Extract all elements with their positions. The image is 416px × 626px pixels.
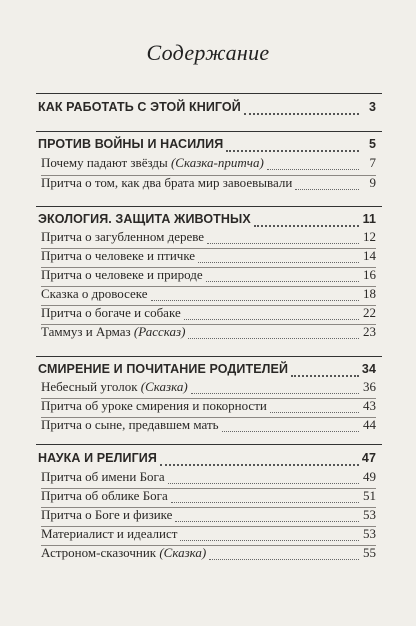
page-number: 12 (363, 229, 376, 244)
toc-entry[interactable] (41, 469, 376, 489)
section-rule (36, 93, 382, 94)
dot-leader (295, 189, 359, 190)
page-number: 18 (363, 286, 376, 301)
entry-title: Притча о том, как два брата мир завоевывали (41, 175, 293, 190)
dot-leader (175, 521, 359, 522)
page-number: 49 (363, 469, 376, 484)
dot-leader (207, 243, 359, 244)
entry-title: Притча об уроке смирения и покорности (41, 398, 267, 413)
toc-entry[interactable] (41, 324, 376, 344)
toc-entry[interactable] (41, 488, 376, 508)
dot-leader (168, 483, 359, 484)
toc-section-science[interactable] (38, 451, 376, 471)
entry-title: Притча о сыне, предавшем мать (41, 417, 219, 432)
entry-title: Притча о богаче и собаке (41, 305, 181, 320)
section-title: КАК РАБОТАТЬ С ЭТОЙ КНИГОЙ (38, 100, 241, 114)
page-number: 9 (369, 175, 376, 190)
toc-entry[interactable] (41, 398, 376, 418)
dot-leader (171, 502, 359, 503)
section-rule (36, 206, 382, 207)
section-rule (36, 131, 382, 132)
entry-title: Таммуз и Армаз (Рассказ) (41, 324, 186, 339)
dot-leader (206, 281, 359, 282)
toc-entry[interactable] (41, 417, 376, 437)
page-number: 23 (363, 324, 376, 339)
entry-title: Притча об облике Бога (41, 488, 168, 503)
section-rule (36, 444, 382, 445)
page-number: 53 (363, 507, 376, 522)
toc-entry[interactable] (41, 229, 376, 249)
entry-title: Астроном-сказочник (Сказка) (41, 545, 207, 560)
dot-leader (291, 375, 359, 377)
section-title: ПРОТИВ ВОЙНЫ И НАСИЛИЯ (38, 137, 224, 151)
toc-entry[interactable] (41, 526, 376, 546)
section-rule (36, 356, 382, 357)
page-number: 5 (368, 137, 376, 151)
toc-entry[interactable] (41, 267, 376, 287)
dot-leader (254, 225, 359, 227)
dot-leader (226, 150, 359, 152)
page-number: 22 (363, 305, 376, 320)
dot-leader (198, 262, 359, 263)
page-number: 44 (363, 417, 376, 432)
dot-leader (184, 319, 359, 320)
entry-title: Притча о человеке и птичке (41, 248, 196, 263)
page-number: 47 (361, 451, 376, 465)
page-number: 53 (363, 526, 376, 541)
page-number: 43 (363, 398, 376, 413)
page-number: 16 (363, 267, 376, 282)
dot-leader (188, 338, 359, 339)
entry-title: Притча об имени Бога (41, 469, 165, 484)
toc-entry[interactable] (41, 305, 376, 325)
section-title: СМИРЕНИЕ И ПОЧИТАНИЕ РОДИТЕЛЕЙ (38, 362, 289, 376)
toc-section-war[interactable] (38, 137, 376, 157)
dot-leader (191, 393, 359, 394)
entry-title: Небесный уголок (Сказка) (41, 379, 188, 394)
dot-leader (180, 540, 359, 541)
toc-entry[interactable] (41, 545, 376, 565)
toc-entry[interactable] (41, 286, 376, 306)
toc-entry[interactable] (41, 379, 376, 399)
dot-leader (270, 412, 359, 413)
entry-title: Почему падают звёзды (Сказка-притча) (41, 155, 264, 170)
toc-entry[interactable] (41, 155, 376, 175)
entry-title: Сказка о дровосеке (41, 286, 148, 301)
section-title: ЭКОЛОГИЯ. ЗАЩИТА ЖИВОТНЫХ (38, 212, 251, 226)
dot-leader (267, 169, 359, 170)
dot-leader (151, 300, 359, 301)
section-title: НАУКА И РЕЛИГИЯ (38, 451, 157, 465)
dot-leader (222, 431, 359, 432)
dot-leader (244, 113, 359, 115)
page-title: Содержание (146, 40, 270, 65)
toc-entry[interactable] (41, 507, 376, 527)
toc-entry[interactable] (41, 175, 376, 195)
entry-title: Притча о человеке и природе (41, 267, 203, 282)
entry-title: Материалист и идеалист (41, 526, 178, 541)
page-number: 3 (368, 100, 376, 114)
page-number: 55 (363, 545, 376, 560)
toc-section-how-to-use[interactable] (38, 100, 376, 120)
toc-entry[interactable] (41, 248, 376, 268)
page-number: 11 (362, 212, 376, 226)
dot-leader (160, 464, 359, 466)
page-number: 34 (361, 362, 376, 376)
page-number: 14 (363, 248, 376, 263)
entry-title: Притча о Боге и физике (41, 507, 173, 522)
page-number: 51 (363, 488, 376, 503)
page-number: 7 (369, 155, 376, 170)
page-number: 36 (363, 379, 376, 394)
dot-leader (209, 559, 359, 560)
entry-title: Притча о загубленном дереве (41, 229, 205, 244)
